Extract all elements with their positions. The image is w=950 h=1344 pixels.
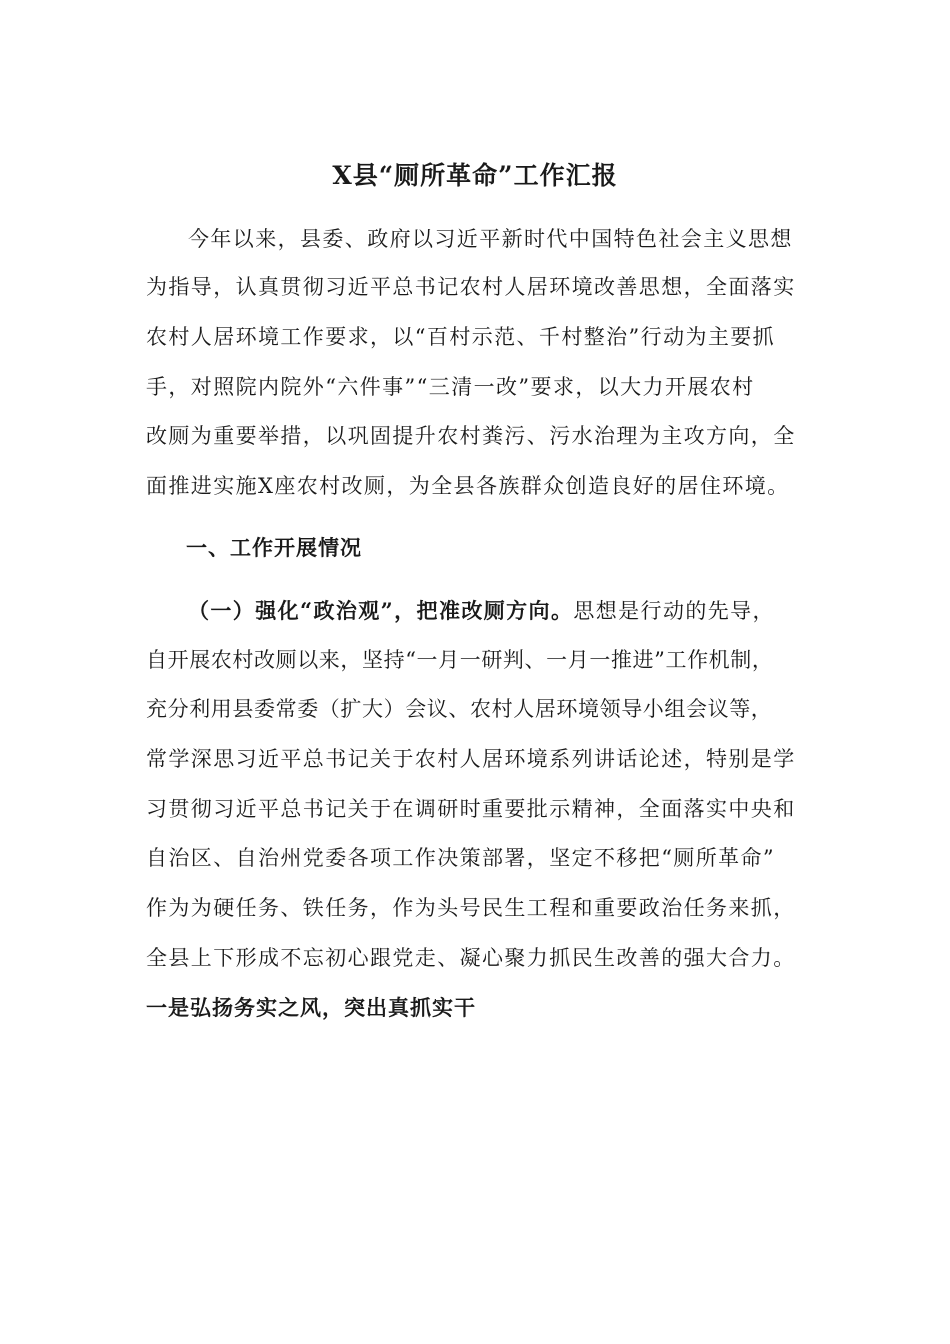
intro-line-4: 手，对照院内院外“六件事”“三清一改”要求，以大力开展农村 <box>146 375 755 399</box>
subsection-line-4: 常学深思习近平总书记关于农村人居环境系列讲话论述，特别是学 <box>146 747 796 771</box>
subsection-line-5: 习贯彻习近平总书记关于在调研时重要批示精神，全面落实中央和 <box>146 797 796 821</box>
subsection-bold-lead: （一）强化“政治观”，把准改厕方向。 <box>188 598 574 623</box>
subsection-line-8: 全县上下形成不忘初心跟党走、凝心聚力抓民生改善的强大合力。 <box>146 946 796 970</box>
section-heading: 一、工作开展情况 <box>186 535 362 560</box>
subsection-line-2: 自开展农村改厕以来，坚持“一月一研判、一月一推进”工作机制， <box>146 648 774 672</box>
intro-line-1: 今年以来，县委、政府以习近平新时代中国特色社会主义思想 <box>188 227 793 251</box>
point-heading: 一是弘扬务实之风，突出真抓实干 <box>146 995 476 1020</box>
page-title: X县“厕所革命”工作汇报 <box>332 161 618 190</box>
intro-line-2: 为指导，认真贯彻习近平总书记农村人居环境改善思想，全面落实 <box>146 275 796 299</box>
subsection-first-line <box>188 596 775 626</box>
subsection-first-line-rest: 思想是行动的先导， <box>573 599 775 623</box>
subsection-line-6: 自治区、自治州党委各项工作决策部署，坚定不移把“厕所革命” <box>146 846 776 870</box>
intro-line-6: 面推进实施X座农村改厕，为全县各族群众创造良好的居住环境。 <box>146 474 790 498</box>
intro-line-5: 改厕为重要举措，以巩固提升农村粪污、污水治理为主攻方向，全 <box>146 424 796 448</box>
subsection-line-3: 充分利用县委常委（扩大）会议、农村人居环境领导小组会议等， <box>146 697 773 721</box>
subsection-line-7: 作为为硬任务、铁任务，作为头号民生工程和重要政治任务来抓， <box>146 896 796 920</box>
intro-line-3: 农村人居环境工作要求，以“百村示范、千村整治”行动为主要抓 <box>146 325 776 349</box>
